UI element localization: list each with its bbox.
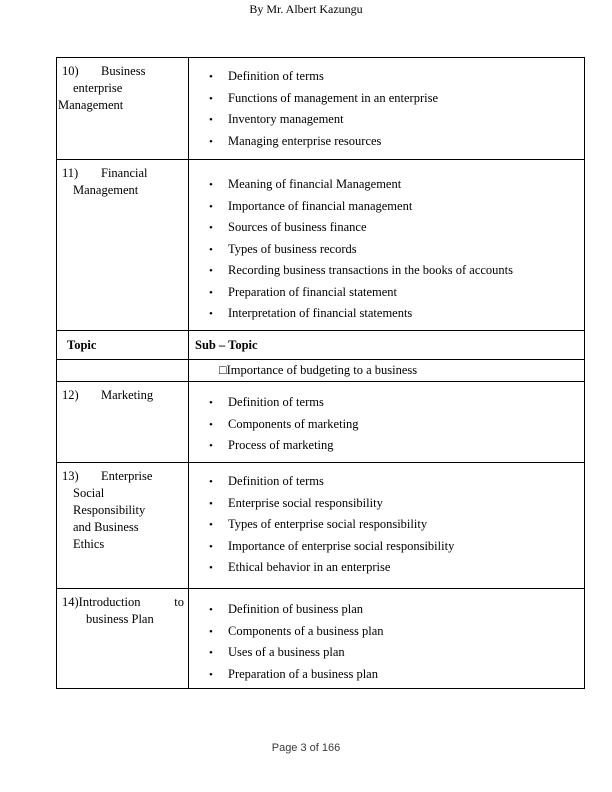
bullet-item <box>209 599 580 621</box>
bullet-icon: • <box>209 440 213 452</box>
topic-line: Ethics <box>73 537 105 551</box>
bullet-text: Enterprise social responsibility <box>228 495 383 510</box>
table-header-row <box>57 331 585 360</box>
bullet-item <box>209 493 580 515</box>
bullet-icon: • <box>209 418 213 431</box>
bullet-list <box>189 58 584 152</box>
topic-title: Financial <box>101 166 148 180</box>
table-row <box>57 463 585 589</box>
bullet-item <box>209 239 580 261</box>
bullet-text: Importance of financial management <box>228 198 413 213</box>
bullet-text: Ethical behavior in an enterprise <box>228 560 391 574</box>
bullet-icon: • <box>209 114 213 126</box>
bullet-item <box>209 642 580 664</box>
bullet-item <box>209 621 580 643</box>
topic-title-line <box>62 468 184 485</box>
topic-cell-empty <box>57 360 189 382</box>
bullet-text: Inventory management <box>228 112 344 126</box>
table-row <box>57 382 585 463</box>
bullet-text: Definition of terms <box>228 69 324 83</box>
topic-cell <box>57 58 189 160</box>
bullet-icon: • <box>209 135 213 148</box>
bullet-icon: • <box>209 200 213 213</box>
bullet-text: Definition of terms <box>228 395 324 409</box>
bullet-icon: • <box>209 222 213 234</box>
subtopic-cell <box>189 463 585 589</box>
bullet-text: Sources of business finance <box>228 220 367 234</box>
bullet-item <box>209 435 580 457</box>
subtopic-cell <box>189 160 585 331</box>
bullet-item <box>209 664 580 686</box>
bullet-item <box>209 109 580 131</box>
topic-line: enterprise <box>73 81 123 95</box>
bullet-text: Components of a business plan <box>228 623 384 638</box>
bullet-item <box>209 392 580 414</box>
topic-line: business Plan <box>86 612 154 626</box>
bullet-text: Recording business transactions in the books of accounts <box>228 263 514 277</box>
bullet-icon: • <box>209 604 213 616</box>
bullet-item <box>209 88 580 110</box>
bullet-item <box>209 282 580 304</box>
bullet-text: Preparation of financial statement <box>228 284 398 299</box>
bullet-icon: • <box>209 308 213 320</box>
topic-title-line <box>62 387 184 404</box>
topic-line: Management <box>58 98 124 112</box>
bullet-item <box>209 260 580 282</box>
topic-cell <box>57 160 189 331</box>
bullet-icon: • <box>209 540 213 553</box>
bullet-list <box>189 463 584 579</box>
topic-line: Management <box>73 183 139 197</box>
bullet-item <box>209 471 580 493</box>
page-header: By Mr. Albert Kazungu <box>249 2 363 16</box>
page-footer: Page 3 of 166 <box>271 742 341 754</box>
topic-title: to <box>174 595 184 609</box>
topic-column-header: Topic <box>57 331 189 360</box>
topic-title-line <box>62 63 184 80</box>
bullet-icon: • <box>209 668 213 681</box>
bullet-list <box>189 382 584 457</box>
topic-line: Social <box>73 486 105 500</box>
topic-line: and Business <box>73 520 139 534</box>
bullet-text: Process of marketing <box>228 438 334 452</box>
subtopic-cell <box>189 58 585 160</box>
bullet-item <box>209 217 580 239</box>
bullet-icon: • <box>209 647 213 659</box>
bullet-text: Managing enterprise resources <box>228 133 382 148</box>
subtopic-column-header: Sub – Topic <box>189 331 585 360</box>
subtopic-cell <box>189 589 585 689</box>
topic-number: 12) <box>62 388 79 402</box>
bullet-icon: • <box>209 265 213 277</box>
note-text: Importance of budgeting to a business <box>226 363 418 377</box>
bullet-icon: • <box>209 625 213 638</box>
bullet-item <box>209 174 580 196</box>
topic-cell <box>57 589 189 689</box>
topic-title: Business <box>101 64 146 78</box>
bullet-text: Types of business records <box>228 241 357 256</box>
bullet-item <box>209 514 580 536</box>
table-row <box>57 360 585 382</box>
bullet-icon: • <box>209 519 213 531</box>
empty-checkbox-icon: □ <box>219 363 227 377</box>
bullet-text: Meaning of financial Management <box>228 177 402 191</box>
bullet-item <box>209 536 580 558</box>
bullet-icon: • <box>209 179 213 191</box>
bullet-text: Interpretation of financial statements <box>228 306 413 320</box>
subtopic-cell <box>189 360 585 382</box>
bullet-text: Importance of enterprise social responsibility <box>228 538 455 553</box>
bullet-text: Definition of terms <box>228 474 324 488</box>
bullet-list <box>189 160 584 325</box>
bullet-text: Types of enterprise social responsibility <box>228 517 428 531</box>
bullet-item <box>209 414 580 436</box>
bullet-text: Components of marketing <box>228 416 359 431</box>
bullet-icon: • <box>209 497 213 510</box>
bullet-item <box>209 557 580 579</box>
topic-number: 14)Introduction <box>62 595 141 609</box>
bullet-list <box>189 589 584 685</box>
bullet-icon: • <box>209 397 213 409</box>
bullet-icon: • <box>209 476 213 488</box>
bullet-text: Preparation of a business plan <box>228 666 378 681</box>
bullet-icon: • <box>209 286 213 299</box>
bullet-text: Uses of a business plan <box>228 645 345 659</box>
bullet-item <box>209 66 580 88</box>
table-row <box>57 589 585 689</box>
bullet-item <box>209 131 580 153</box>
bullet-item <box>209 303 580 325</box>
topic-title-line <box>62 165 184 182</box>
bullet-text: Definition of business plan <box>228 602 364 616</box>
topic-title: Marketing <box>101 388 154 402</box>
topic-number: 11) <box>62 166 79 180</box>
topic-line: Responsibility <box>73 503 146 517</box>
bullet-item <box>209 196 580 218</box>
bullet-icon: • <box>209 92 213 105</box>
bullet-icon: • <box>209 71 213 83</box>
syllabus-table <box>56 57 585 689</box>
subtopic-cell <box>189 382 585 463</box>
bullet-icon: • <box>209 562 213 574</box>
bullet-text: Functions of management in an enterprise <box>228 90 439 105</box>
topic-cell <box>57 463 189 589</box>
topic-number: 10) <box>62 64 79 78</box>
topic-title: Enterprise <box>101 469 153 483</box>
table-row <box>57 160 585 331</box>
bullet-icon: • <box>209 243 213 256</box>
topic-number: 13) <box>62 469 79 483</box>
topic-cell <box>57 382 189 463</box>
topic-title-line <box>62 594 184 611</box>
table-row <box>57 58 585 160</box>
